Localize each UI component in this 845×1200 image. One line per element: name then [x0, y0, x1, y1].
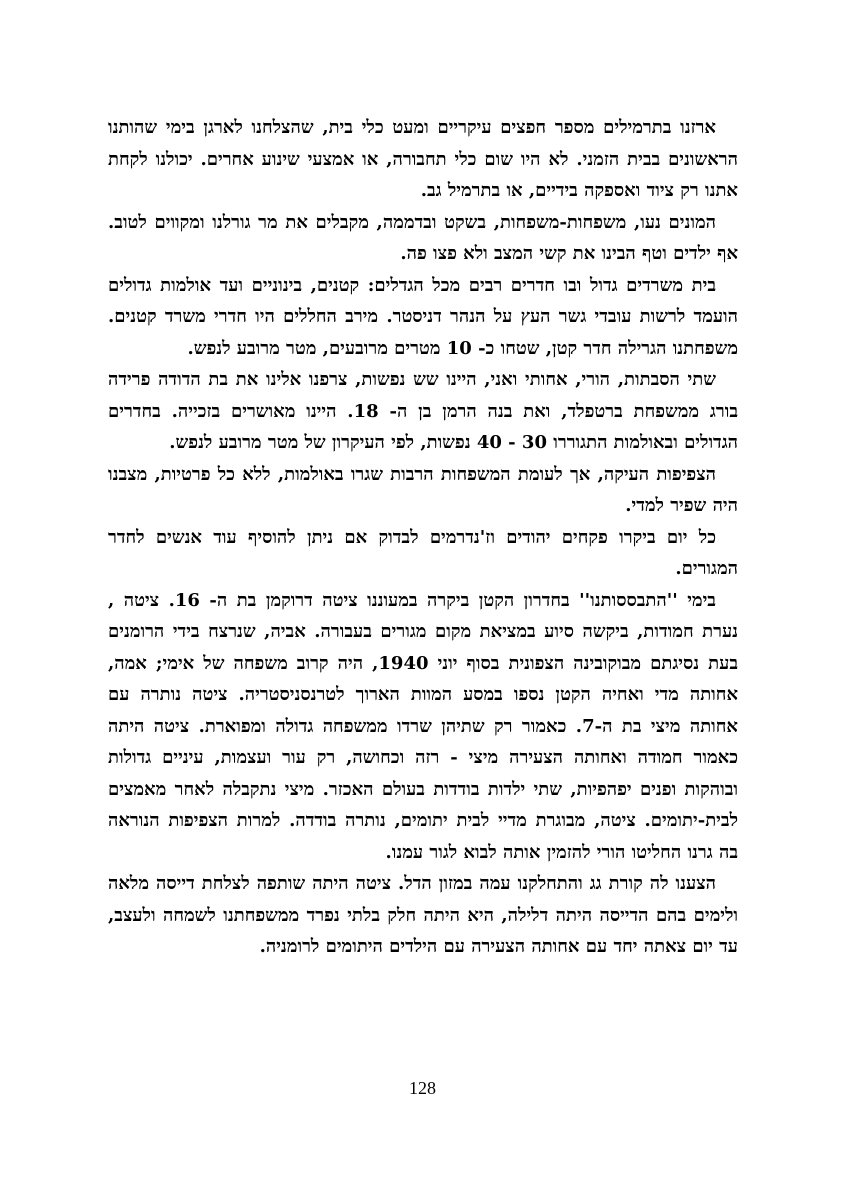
paragraph-2: המונים נעו, משפחות-משפחות, בשקט ובדממה, מקבלים את מר גורלנו ומקווים לטוב. אף ילדים וטף הבינו את קשי המצב ולא פצו פה.: [108, 211, 738, 264]
paragraph-3: בית משרדים גדול ובו חדרים רבים מכל הגדלים: קטנים, בינוניים ועד אולמות גדולים הועמד לרשות עובדי גשר העץ על הנהר דניסטר. מירב החללים היו חדרי משרד קטנים. משפחתנו הגרילה חדר קטן, שטחו כ- 10 מטרים מרובעים, מטר מרובע לנפש.: [108, 274, 738, 359]
paragraph-8: הצענו לה קורת גג והתחלקנו עמה במזון הדל. ציטה היתה שותפה לצלחת דייסה מלאה ולימים בהם הדייסה היתה דלילה, היא היתה חלק בלתי נפרד ממשפחתנו לשמחה ולעצב, עד יום צאתה יחד עם אחותה הצעירה עם הילדים היתומים לרומניה.: [108, 873, 738, 957]
paragraph-7: בימי ''התבססותנו'' בחדרון הקטן ביקרה במעוננו ציטה דרוקמן בת ה- 16. ציטה , נערת חמודות, ביקשה סיוע במציאת מקום מגורים בעבורה. אביה, שנרצח בידי הרומנים בעת נסיגתם מבוקובינה הצפונית בסוף יוני 1940, היה קרוב משפחה של אימי; אמה, אחותה מדי ואחיה הקטן נספו במסע המוות הארוך לטרנסניסטריה. ציטה נותרה עם אחותה מיצי בת ה-7. כאמור רק שתיהן שרדו ממשפחה גדולה ומפוארת. ציטה היתה כאמור חמודה ואחותה הצעירה מיצי - רזה וכחושה, רק עור ועצמות, עיניים גדולות ובוהקות ופנים יפהפיות, שתי ילדות בודדות בעולם האכזר. מיצי נתקבלה לאחר מאמצים לבית-יתומים. ציטה, מבוגרת מדיי לבית יתומים, נותרה בודדה. למרות הצפיפות הנוראה בה גרנו החליטו הורי להזמין אותה לבוא לגור עמנו.: [108, 589, 738, 863]
paragraph-5: הצפיפות העיקה, אך לעומת המשפחות הרבות שגרו באולמות, ללא כל פרטיות, מצבנו היה שפיר למדי.: [108, 463, 738, 516]
document-body: [108, 112, 738, 963]
paragraph-4: שתי הסבתות, הורי, אחותי ואני, היינו שש נפשות, צרפנו אלינו את בת הדודה פרידה בורג ממשפחת ברטפלד, ואת בנה הרמן בן ה- 18. היינו מאושרים בזכייה. בחדרים הגדולים ובאולמות התגוררו 30 - 40 נפשות, לפי העיקרון של מטר מרובע לנפש.: [108, 369, 738, 453]
paragraph-6: כל יום ביקרו פקחים יהודים וז'נדרמים לבדוק אם ניתן להוסיף עוד אנשים לחדר המגורים.: [108, 526, 738, 579]
page-number: 128: [409, 1078, 436, 1098]
paragraph-1: ארזנו בתרמילים מספר חפצים עיקריים ומעט כלי בית, שהצלחנו לארגן בימי שהותנו הראשונים בבית הזמני. לא היו שום כלי תחבורה, או אמצעי שינוע אחרים. יכולנו לקחת אתנו רק ציוד ואספקה בידיים, או בתרמיל גב.: [108, 117, 738, 201]
